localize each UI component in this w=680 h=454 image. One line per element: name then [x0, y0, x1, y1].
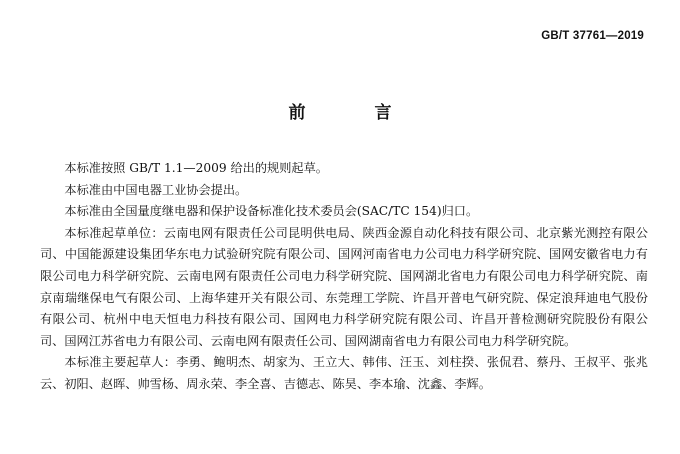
paragraph-drafters: 本标准主要起草人：李勇、鲍明杰、胡家为、王立大、韩伟、汪玉、刘柱揆、张侃君、蔡丹、王叔平、张兆云、初阳、赵晖、帅雪杨、周永荣、李全喜、吉德志、陈昊、李本瑜、沈鑫、李辉。	[40, 355, 648, 391]
paragraph-drafting-units: 本标准起草单位：云南电网有限责任公司昆明供电局、陕西金源自动化科技有限公司、北京紫光测控有限公司、中国能源建设集团华东电力试验研究院有限公司、国网河南省电力公司电力科学研究院、国网安徽省电力有限公司电力科学研究院、云南电网有限责任公司电力科学研究院、国网湖北省电力有限公司电力科学研究院、南京南瑞继保电气有限公司、上海华建开关有限公司、东莞理工学院、许昌开普电气研究院、保定浪拜迪电气股份有限公司、杭州中电天恒电力科技有限公司、国网电力科学研究院有限公司、许昌开普检测研究院股份有限公司、国网江苏省电力有限公司、云南电网有限责任公司、国网湖南省电力有限公司电力科学研究院。	[40, 225, 648, 348]
paragraph-committee: 本标准由全国量度继电器和保护设备标准化技术委员会(SAC/TC 154)归口。	[64, 204, 479, 219]
paragraph-drafting-rules: 本标准按照 GB/T 1.1—2009 给出的规则起草。	[64, 161, 328, 175]
paragraph-proposer: 本标准由中国电器工业协会提出。	[64, 182, 248, 197]
document-body	[40, 158, 648, 396]
standard-code-header: GB/T 37761—2019	[541, 30, 644, 42]
page-title: 前 言	[288, 103, 418, 123]
